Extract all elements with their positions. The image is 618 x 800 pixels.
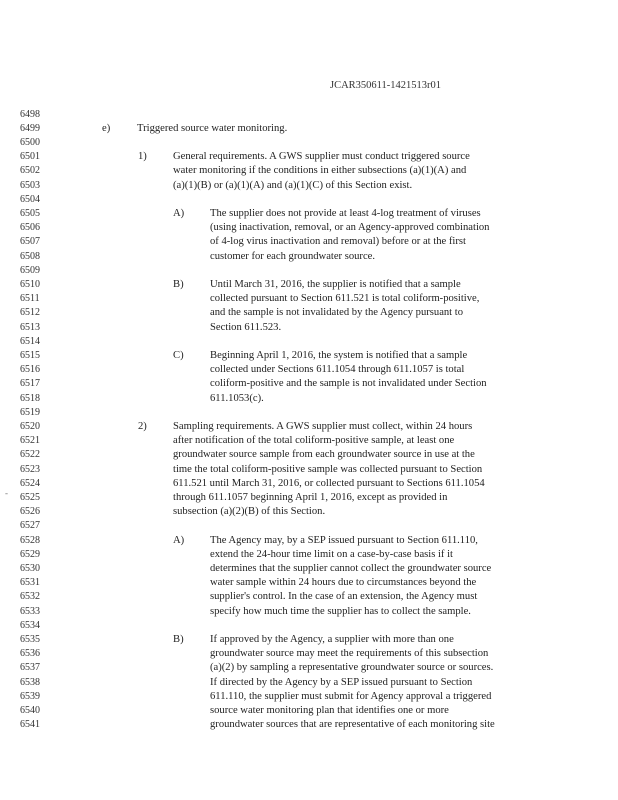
line-text: (a)(2) by sampling a representative groundwater source or sources. xyxy=(210,662,494,674)
line-text: Triggered source water monitoring. xyxy=(137,122,288,134)
line-number: 6520 xyxy=(20,420,40,432)
line-number: 6499 xyxy=(20,122,40,134)
line-number: 6538 xyxy=(20,676,40,688)
line-number: 6525 xyxy=(20,491,40,503)
line-number: 6531 xyxy=(20,577,40,589)
line-number: 6505 xyxy=(20,207,40,219)
line-text: groundwater source sample from each groundwater source in use at the xyxy=(173,449,475,461)
margin-mark: - xyxy=(5,488,8,498)
line-text: (using inactivation, removal, or an Agency-approved combination xyxy=(210,222,490,234)
line-number: 6523 xyxy=(20,463,40,475)
line-number: 6519 xyxy=(20,406,40,418)
line-text: source water monitoring plan that identifies one or more xyxy=(210,704,449,716)
line-number: 6529 xyxy=(20,548,40,560)
line-text: groundwater source may meet the requirements of this subsection xyxy=(210,648,489,660)
line-number: 6536 xyxy=(20,648,40,660)
line-number: 6511 xyxy=(20,293,40,305)
line-number: 6513 xyxy=(20,321,40,333)
section-label: C) xyxy=(173,349,184,361)
line-number: 6526 xyxy=(20,506,40,518)
line-text: collected under Sections 611.1054 through 611.1057 is total xyxy=(210,364,465,376)
line-number: 6522 xyxy=(20,449,40,461)
line-number: 6537 xyxy=(20,662,40,674)
line-number: 6503 xyxy=(20,179,40,191)
line-text: 611.1053(c). xyxy=(210,392,264,404)
line-text: If directed by the Agency by a SEP issued pursuant to Section xyxy=(210,676,473,688)
line-number: 6535 xyxy=(20,633,40,645)
line-text: Until March 31, 2016, the supplier is notified that a sample xyxy=(210,278,461,290)
line-number: 6541 xyxy=(20,719,40,731)
line-text: coliform-positive and the sample is not invalidated under Section xyxy=(210,378,487,390)
line-text: collected pursuant to Section 611.521 is total coliform-positive, xyxy=(210,293,480,305)
line-number: 6501 xyxy=(20,151,40,163)
line-text: Beginning April 1, 2016, the system is notified that a sample xyxy=(210,349,468,361)
line-text: 611.521 until March 31, 2016, or collected pursuant to Sections 611.1054 xyxy=(173,477,485,489)
line-number: 6515 xyxy=(20,349,40,361)
section-label: 1) xyxy=(138,151,147,163)
line-number: 6510 xyxy=(20,278,40,290)
line-number: 6540 xyxy=(20,704,40,716)
line-number: 6512 xyxy=(20,307,40,319)
line-number: 6539 xyxy=(20,690,40,702)
line-number: 6527 xyxy=(20,520,40,532)
line-text: of 4-log virus inactivation and removal) before or at the first xyxy=(210,236,466,248)
line-number: 6533 xyxy=(20,605,40,617)
line-text: (a)(1)(B) or (a)(1)(A) and (a)(1)(C) of this Section exist. xyxy=(173,179,413,191)
line-text: through 611.1057 beginning April 1, 2016, except as provided in xyxy=(173,491,448,503)
line-text: If approved by the Agency, a supplier with more than one xyxy=(210,633,454,645)
line-number: 6504 xyxy=(20,193,40,205)
section-label: B) xyxy=(173,633,184,645)
line-text: after notification of the total coliform-positive sample, at least one xyxy=(173,435,455,447)
section-label: A) xyxy=(173,534,185,546)
line-number: 6534 xyxy=(20,619,40,631)
line-number: 6532 xyxy=(20,591,40,603)
line-text: General requirements. A GWS supplier must conduct triggered source xyxy=(173,151,470,163)
line-number: 6498 xyxy=(20,108,40,120)
line-text: extend the 24-hour time limit on a case-by-case basis if it xyxy=(210,548,453,560)
line-text: 611.110, the supplier must submit for Agency approval a triggered xyxy=(210,690,492,702)
line-text: customer for each groundwater source. xyxy=(210,250,376,262)
document-id: JCAR350611-1421513r01 xyxy=(330,80,442,91)
line-text: Section 611.523. xyxy=(210,321,282,333)
line-text: subsection (a)(2)(B) of this Section. xyxy=(173,506,326,518)
line-text: water sample within 24 hours due to circumstances beyond the xyxy=(210,577,477,589)
line-text: water monitoring if the conditions in either subsections (a)(1)(A) and xyxy=(173,165,467,177)
line-number: 6530 xyxy=(20,562,40,574)
line-number: 6507 xyxy=(20,236,40,248)
line-number: 6506 xyxy=(20,222,40,234)
line-number: 6517 xyxy=(20,378,40,390)
line-number: 6502 xyxy=(20,165,40,177)
section-label: e) xyxy=(102,122,111,134)
line-number: 6509 xyxy=(20,264,40,276)
line-text: supplier's control. In the case of an extension, the Agency must xyxy=(210,591,478,603)
line-text: determines that the supplier cannot collect the groundwater source xyxy=(210,562,492,574)
line-number: 6518 xyxy=(20,392,40,404)
section-label: A) xyxy=(173,207,185,219)
line-text: and the sample is not invalidated by the Agency pursuant to xyxy=(210,307,464,319)
line-number: 6508 xyxy=(20,250,40,262)
line-number: 6528 xyxy=(20,534,40,546)
line-text: specify how much time the supplier has to collect the sample. xyxy=(210,605,471,617)
line-text: time the total coliform-positive sample was collected pursuant to Section xyxy=(173,463,483,475)
line-number: 6500 xyxy=(20,136,40,148)
line-number: 6524 xyxy=(20,477,40,489)
line-number: 6514 xyxy=(20,335,40,347)
line-text: Sampling requirements. A GWS supplier must collect, within 24 hours xyxy=(173,420,473,432)
section-label: 2) xyxy=(138,420,147,432)
line-number: 6521 xyxy=(20,435,40,447)
line-text: The supplier does not provide at least 4-log treatment of viruses xyxy=(210,207,481,219)
line-text: groundwater sources that are representative of each monitoring site xyxy=(210,719,495,731)
section-label: B) xyxy=(173,278,184,290)
line-text: The Agency may, by a SEP issued pursuant to Section 611.110, xyxy=(210,534,478,546)
line-number: 6516 xyxy=(20,364,40,376)
